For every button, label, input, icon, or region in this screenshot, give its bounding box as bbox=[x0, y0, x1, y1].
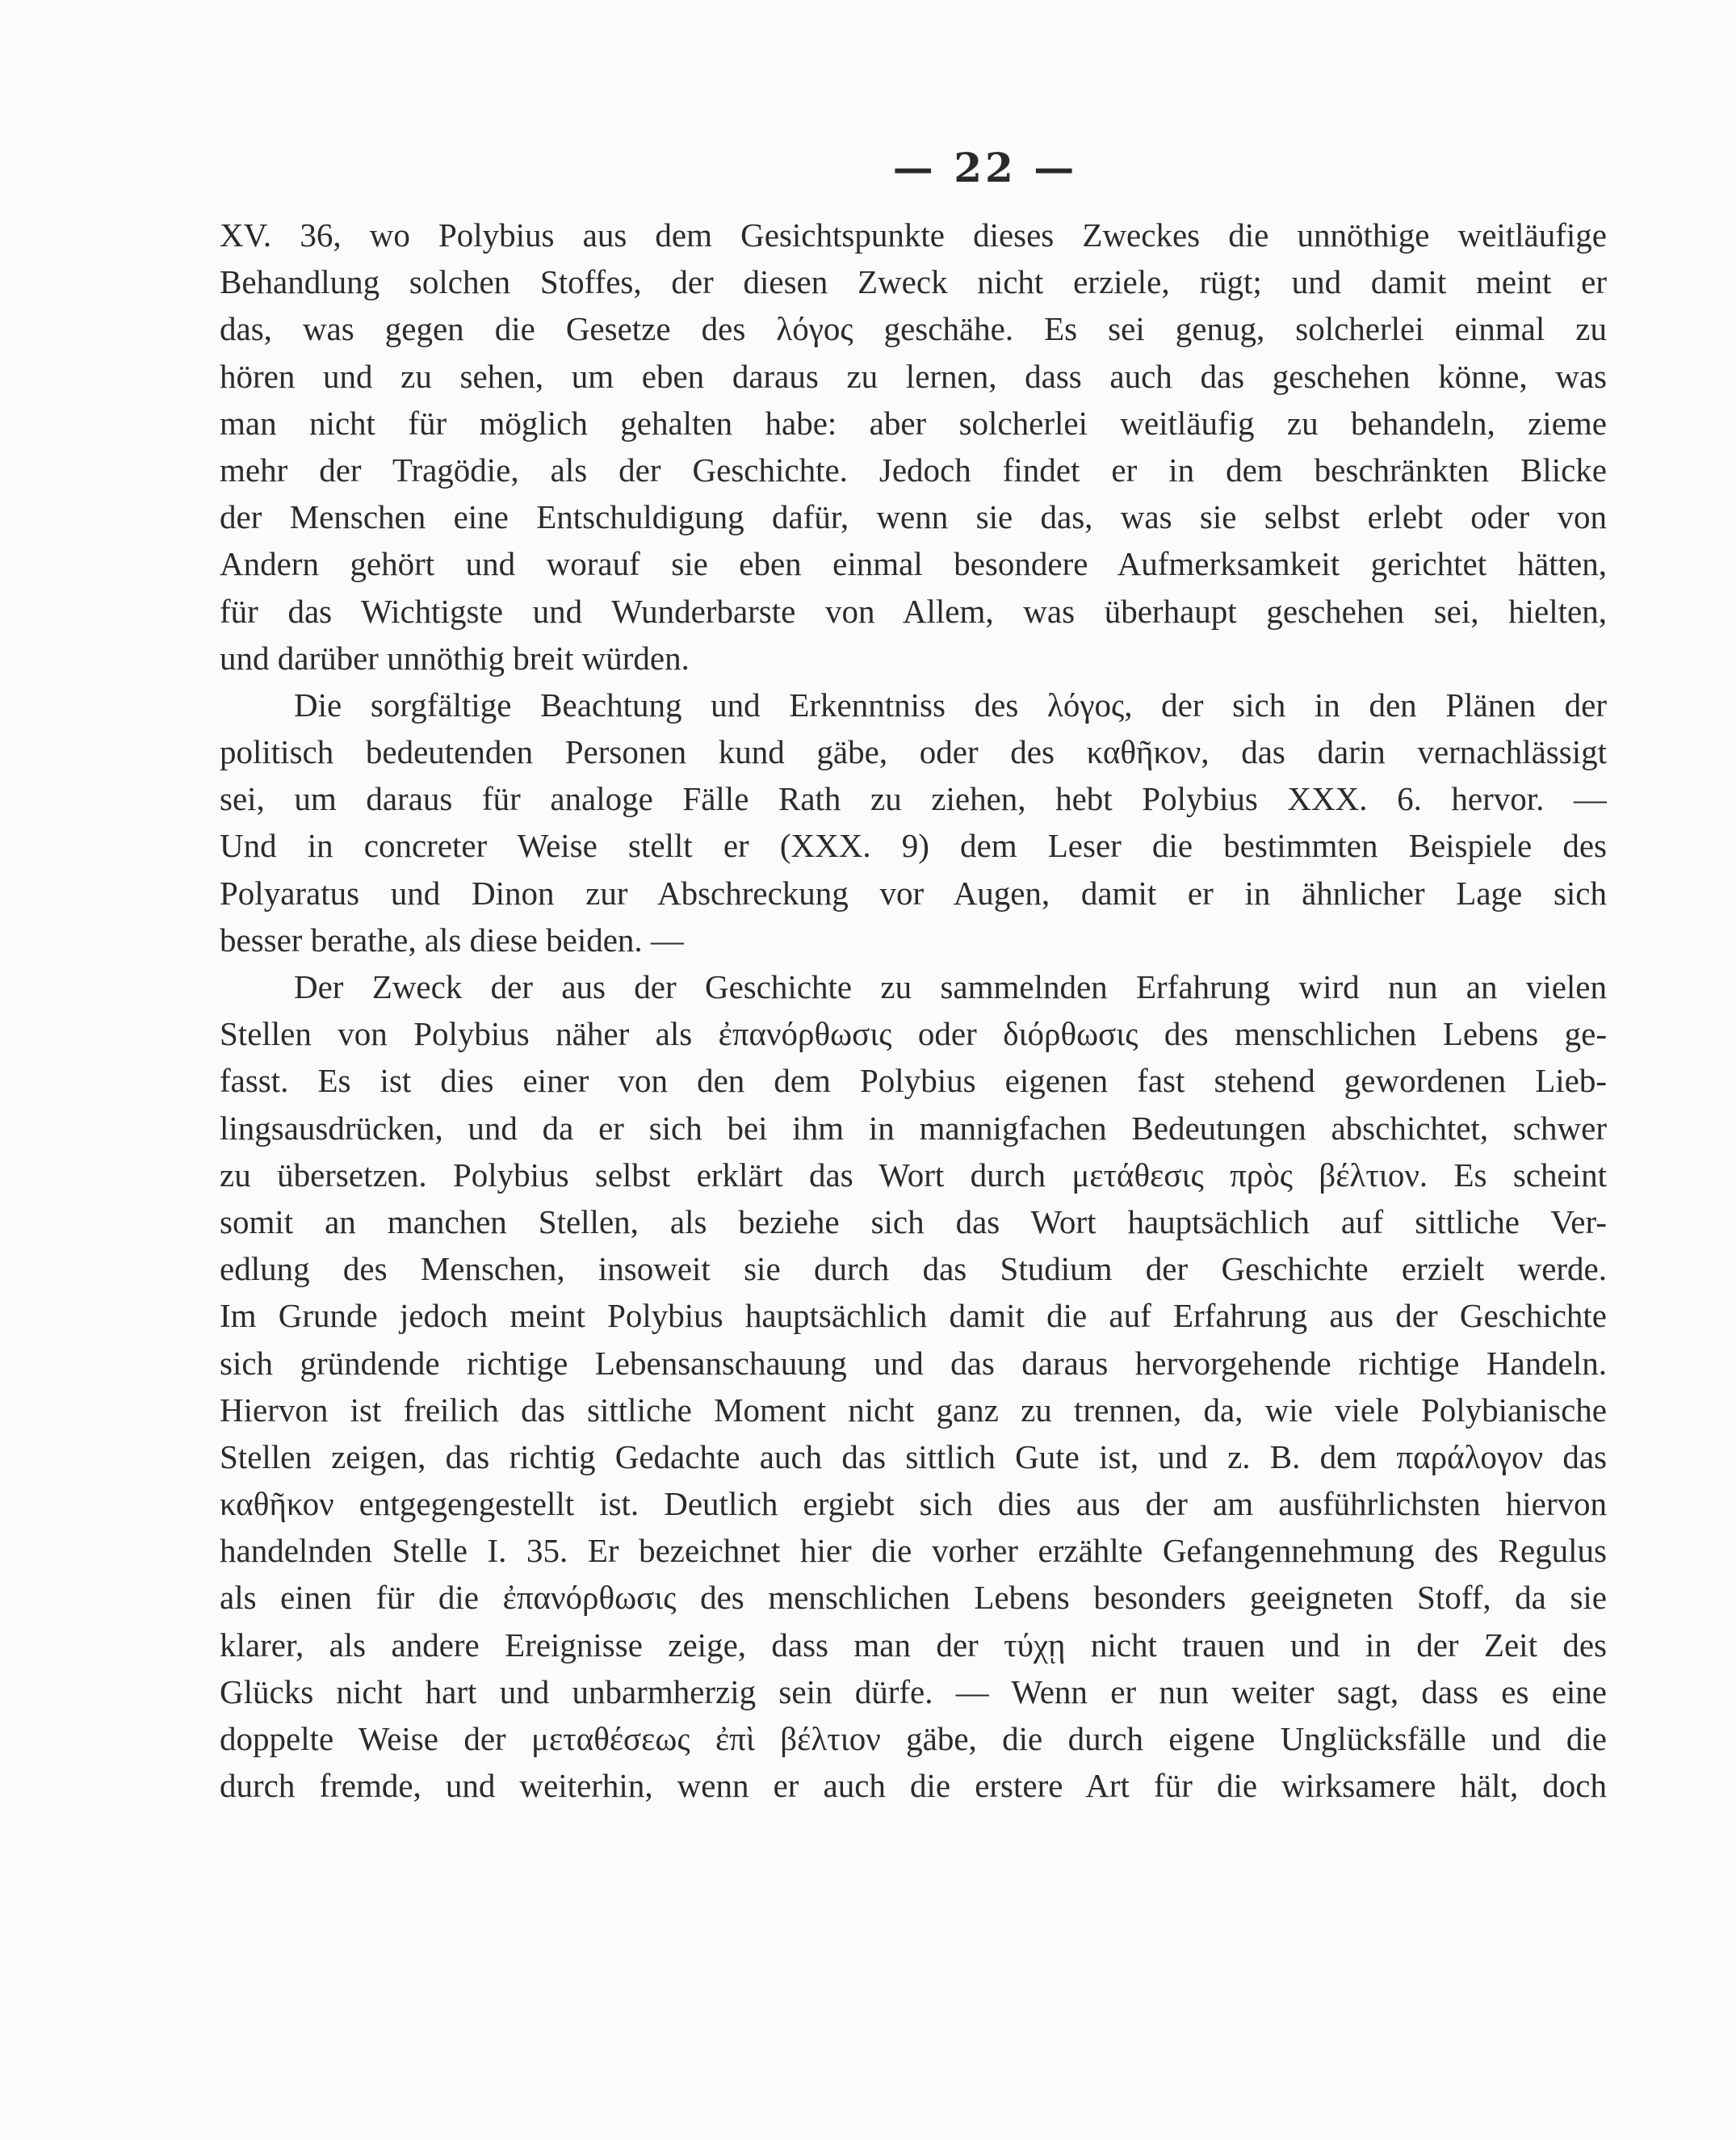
text-line: und darüber unnöthig breit würden. bbox=[220, 639, 690, 677]
text-line: edlung des Menschen, insoweit sie durch das Studium der Geschichte erzielt werde. bbox=[220, 1250, 1607, 1288]
text-line: fasst. Es ist dies einer von den dem Polybius eigenen fast stehend gewordenen Lieb- bbox=[220, 1062, 1607, 1100]
text-line: Polyaratus und Dinon zur Abschreckung vor Augen, damit er in ähnlicher Lage sich bbox=[220, 874, 1607, 912]
text-line: Hiervon ist freilich das sittliche Moment nicht ganz zu trennen, da, wie viele Polybianische bbox=[220, 1391, 1607, 1429]
text-line: Im Grunde jedoch meint Polybius hauptsächlich damit die auf Erfahrung aus der Geschichte bbox=[220, 1297, 1607, 1335]
text-line: mehr der Tragödie, als der Geschichte. Jedoch findet er in dem beschränkten Blicke bbox=[220, 451, 1607, 489]
text-line: doppelte Weise der μεταθέσεως ἐπὶ βέλτιον gäbe, die durch eigene Unglücksfälle und die bbox=[220, 1720, 1607, 1757]
text-line: zu übersetzen. Polybius selbst erklärt das Wort durch μετάθεσις πρὸς βέλτιον. Es scheint bbox=[220, 1156, 1607, 1194]
text-line: Behandlung solchen Stoffes, der diesen Zweck nicht erziele, rügt; und damit meint er bbox=[220, 263, 1607, 301]
text-line: besser berathe, als diese beiden. — bbox=[220, 921, 684, 959]
text-line: handelnden Stelle I. 35. Er bezeichnet hier die vorher erzählte Gefangennehmung des Regulus bbox=[220, 1532, 1607, 1570]
text-line: man nicht für möglich gehalten habe: aber solcherlei weitläufig zu behandeln, zieme bbox=[220, 404, 1607, 442]
text-line: der Menschen eine Entschuldigung dafür, wenn sie das, was sie selbst erlebt oder von bbox=[220, 498, 1607, 536]
text-line: Glücks nicht hart und unbarmherzig sein dürfe. — Wenn er nun weiter sagt, dass es eine bbox=[220, 1672, 1607, 1710]
text-line: hören und zu sehen, um eben daraus zu lernen, dass auch das geschehen könne, was bbox=[220, 357, 1607, 395]
page-number: — 22 — bbox=[892, 144, 1078, 191]
text-line: durch fremde, und weiterhin, wenn er auch die erstere Art für die wirksamere hält, doch bbox=[220, 1767, 1607, 1805]
text-line: Die sorgfältige Beachtung und Erkenntniss des λόγος, der sich in den Plänen der bbox=[294, 686, 1607, 724]
text-line: politisch bedeutenden Personen kund gäbe, oder des καθῆκον, das darin vernachlässigt bbox=[220, 733, 1607, 771]
text-line: Stellen von Polybius näher als ἐπανόρθωσις oder διόρθωσις des menschlichen Lebens ge- bbox=[220, 1015, 1607, 1053]
text-line: καθῆκον entgegengestellt ist. Deutlich ergiebt sich dies aus der am ausführlichsten hiervon bbox=[220, 1485, 1607, 1523]
text-line: das, was gegen die Gesetze des λόγος geschähe. Es sei genug, solcherlei einmal zu bbox=[220, 310, 1607, 348]
text-line: Stellen zeigen, das richtig Gedachte auch das sittlich Gute ist, und z. B. dem παράλογον das bbox=[220, 1437, 1607, 1475]
text-line: somit an manchen Stellen, als beziehe sich das Wort hauptsächlich auf sittliche Ver- bbox=[220, 1202, 1607, 1240]
text-line: Der Zweck der aus der Geschichte zu sammelnden Erfahrung wird nun an vielen bbox=[294, 968, 1607, 1005]
text-line: Andern gehört und worauf sie eben einmal besondere Aufmerksamkeit gerichtet hätten, bbox=[220, 545, 1607, 583]
text-line: sich gründende richtige Lebensanschauung und das daraus hervorgehende richtige Handeln. bbox=[220, 1344, 1607, 1382]
text-line: klarer, als andere Ereignisse zeige, dass man der τύχῃ nicht trauen und in der Zeit des bbox=[220, 1626, 1607, 1664]
body-text bbox=[220, 212, 1607, 1809]
text-line: sei, um daraus für analoge Fälle Rath zu ziehen, hebt Polybius XXX. 6. hervor. — bbox=[220, 780, 1607, 818]
text-line: für das Wichtigste und Wunderbarste von Allem, was überhaupt geschehen sei, hielten, bbox=[220, 592, 1607, 630]
text-line: lingsausdrücken, und da er sich bei ihm in mannigfachen Bedeutungen abschichtet, schwer bbox=[220, 1109, 1607, 1147]
text-line: XV. 36, wo Polybius aus dem Gesichtspunkte dieses Zweckes die unnöthige weitläufige bbox=[220, 216, 1607, 254]
text-line: Und in concreter Weise stellt er (XXX. 9) dem Leser die bestimmten Beispiele des bbox=[220, 827, 1607, 865]
text-line: als einen für die ἐπανόρθωσις des menschlichen Lebens besonders geeigneten Stoff, da sie bbox=[220, 1579, 1607, 1617]
